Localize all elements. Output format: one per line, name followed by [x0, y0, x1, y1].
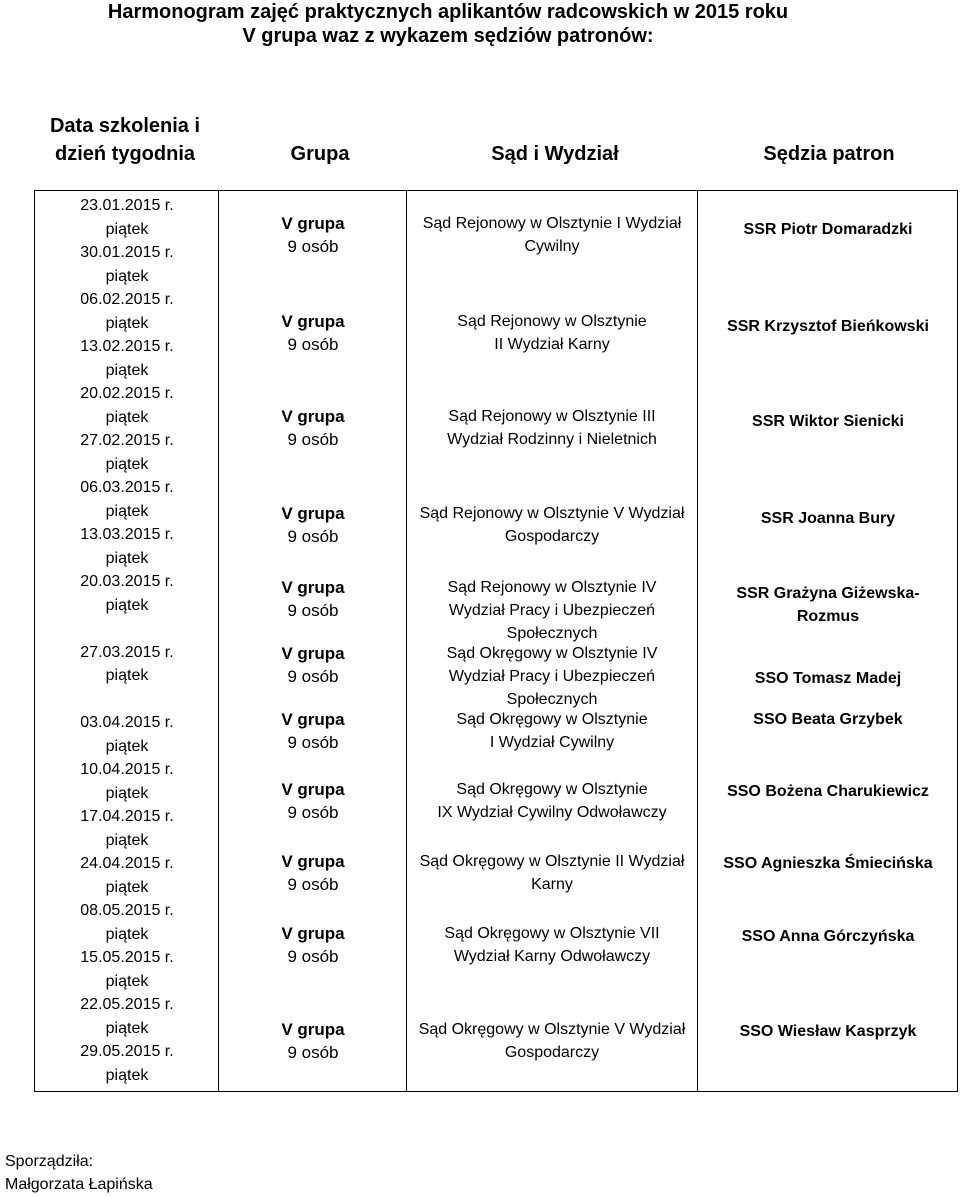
court-line: Sąd Rejonowy w Olsztynie IV [447, 579, 657, 596]
judge-name: SSR Grażyna Giżewska- [736, 585, 920, 602]
weekday-label: piątek [105, 972, 149, 990]
court-line: Sąd Okręgowy w Olsztynie V Wydział [418, 1021, 686, 1038]
spacer [36, 617, 218, 641]
judge-name: SSO Beata Grzybek [753, 711, 903, 728]
judge-cell [699, 925, 957, 948]
weekday-label: piątek [105, 408, 149, 426]
court-line: II Wydział Karny [494, 336, 610, 353]
judge-name: SSR Joanna Bury [760, 510, 896, 527]
group-cell [220, 642, 406, 688]
weekday-label: piątek [105, 502, 149, 520]
group-name: V grupa [281, 780, 345, 799]
court-cell [408, 502, 696, 548]
court-line: Karny [531, 876, 573, 893]
court-line: Sąd Rejonowy w Olsztynie [457, 313, 647, 330]
header-date [20, 112, 230, 168]
court-cell [408, 1018, 696, 1064]
group-name: V grupa [281, 710, 345, 729]
group-name: V grupa [281, 644, 345, 663]
date-label: 22.05.2015 r. [80, 996, 174, 1013]
weekday-label: piątek [105, 314, 149, 332]
group-name: V grupa [281, 504, 345, 523]
date-label: 20.03.2015 r. [80, 573, 174, 590]
group-name: V grupa [281, 852, 345, 871]
court-line: Wydział Pracy i Ubezpieczeń [448, 602, 656, 619]
spacer [36, 688, 218, 712]
group-name: V grupa [281, 1020, 345, 1039]
group-name: V grupa [281, 924, 345, 943]
judge-cell [699, 410, 957, 433]
weekday-label: piątek [105, 831, 149, 849]
date-label: 13.03.2015 r. [80, 526, 174, 543]
column-divider [697, 190, 698, 1092]
footer-label: Sporządziła: [5, 1153, 94, 1170]
court-line: Sąd Rejonowy w Olsztynie V Wydział [419, 505, 685, 522]
court-cell [408, 922, 696, 968]
date-label: 23.01.2015 r. [80, 197, 174, 214]
judge-name: SSO Wiesław Kasprzyk [739, 1023, 917, 1040]
date-label: 03.04.2015 r. [80, 714, 174, 731]
court-line: Wydział Pracy i Ubezpieczeń [448, 668, 656, 685]
court-line: Sąd Okręgowy w Olsztynie II Wydział [419, 853, 685, 870]
court-line: Sąd Okręgowy w Olsztynie [456, 781, 648, 798]
group-size: 9 osób [287, 601, 339, 620]
court-line: Wydział Rodzinny i Nieletnich [447, 431, 657, 448]
group-size: 9 osób [287, 1043, 339, 1062]
judge-cell [699, 582, 957, 628]
judge-name: SSO Tomasz Madej [754, 670, 902, 687]
court-line: Społecznych [506, 691, 598, 708]
group-name: V grupa [281, 312, 345, 331]
header-court: Sąd i Wydział [491, 143, 619, 165]
group-name: V grupa [281, 578, 345, 597]
weekday-label: piątek [105, 925, 149, 943]
header-date-line-1: Data szkolenia i [49, 115, 201, 137]
judge-cell [699, 708, 957, 731]
weekday-label: piątek [105, 361, 149, 379]
judge-name: SSR Wiktor Sienicki [752, 413, 904, 430]
column-divider [406, 190, 407, 1092]
judge-cell [699, 315, 957, 338]
footer [5, 1150, 153, 1196]
date-label: 27.03.2015 r. [80, 643, 174, 661]
court-cell [408, 576, 696, 645]
document-title-line-1: Harmonogram zajęć praktycznych aplikantów radcowskich w 2015 roku [107, 1, 789, 23]
weekday-label: piątek [105, 220, 149, 238]
header-judge: Sędzia patron [763, 143, 895, 165]
group-cell [220, 576, 406, 622]
court-cell [408, 778, 696, 824]
judge-name: SSO Bożena Charukiewicz [727, 783, 929, 800]
date-label: 20.02.2015 r. [80, 385, 174, 402]
group-cell [220, 922, 406, 968]
judge-cell [699, 507, 957, 530]
group-name: V grupa [281, 214, 345, 233]
court-cell [408, 850, 696, 896]
group-cell [220, 212, 406, 258]
judge-cell [699, 1020, 957, 1043]
weekday-label: piątek [105, 455, 149, 473]
group-cell [220, 778, 406, 824]
date-label: 08.05.2015 r. [80, 902, 174, 919]
date-label: 13.02.2015 r. [80, 338, 174, 355]
group-cell [220, 708, 406, 754]
court-line: Cywilny [524, 238, 580, 255]
group-name: V grupa [281, 407, 345, 426]
court-cell [408, 212, 696, 258]
header-group: Grupa [290, 143, 350, 165]
group-size: 9 osób [287, 430, 339, 449]
court-line: Społecznych [506, 625, 598, 642]
group-size: 9 osób [287, 335, 339, 354]
footer-author: Małgorzata Łapińska [5, 1176, 153, 1193]
date-label: 27.02.2015 r. [80, 432, 174, 449]
court-cell [408, 708, 696, 754]
weekday-label: piątek [105, 267, 149, 285]
group-cell [220, 405, 406, 451]
column-divider [218, 190, 219, 1092]
group-size: 9 osób [287, 527, 339, 546]
weekday-label: piątek [105, 667, 149, 684]
judge-name: SSO Agnieszka Śmiecińska [723, 855, 933, 872]
date-label: 06.02.2015 r. [80, 291, 174, 308]
group-cell [220, 850, 406, 896]
court-line: IX Wydział Cywilny Odwoławczy [437, 804, 667, 821]
weekday-label: piątek [105, 784, 149, 802]
group-size: 9 osób [287, 733, 339, 752]
court-line: Gospodarczy [504, 528, 600, 545]
date-label: 24.04.2015 r. [80, 855, 174, 872]
weekday-label: piątek [105, 878, 149, 896]
weekday-label: piątek [105, 549, 149, 567]
group-cell [220, 502, 406, 548]
judge-name: SSR Piotr Domaradzki [743, 221, 913, 238]
weekday-label: piątek [105, 1019, 149, 1037]
weekday-label: piątek [105, 1066, 149, 1084]
court-line: Sąd Rejonowy w Olsztynie I Wydział [422, 215, 682, 232]
document-title-line-2: V grupa waz z wykazem sędziów patronów: [242, 25, 654, 47]
group-size: 9 osób [287, 875, 339, 894]
dates-column [36, 194, 218, 1087]
judge-name: SSR Krzysztof Bieńkowski [727, 318, 929, 335]
court-cell [408, 310, 696, 356]
date-label: 29.05.2015 r. [80, 1043, 174, 1060]
group-size: 9 osób [287, 803, 339, 822]
court-line: Gospodarczy [504, 1044, 600, 1061]
court-line: Sąd Okręgowy w Olsztynie [456, 711, 648, 728]
judge-cell [699, 852, 957, 875]
group-cell [220, 1018, 406, 1064]
date-label: 15.05.2015 r. [80, 949, 174, 966]
court-line: Sąd Okręgowy w Olsztynie VII [444, 925, 660, 942]
header-date-line-2: dzień tygodnia [55, 143, 195, 165]
court-line: Sąd Rejonowy w Olsztynie III [448, 408, 656, 425]
court-line: I Wydział Cywilny [489, 734, 615, 751]
date-label: 10.04.2015 r. [80, 761, 174, 778]
group-size: 9 osób [287, 237, 339, 256]
court-line: Sąd Okręgowy w Olsztynie IV [446, 645, 658, 662]
group-cell [220, 310, 406, 356]
court-cell [408, 642, 696, 711]
group-size: 9 osób [287, 667, 339, 686]
judge-cell [699, 667, 957, 690]
date-label: 30.01.2015 r. [80, 244, 174, 261]
judge-cell [699, 780, 957, 803]
weekday-label: piątek [105, 737, 149, 755]
group-size: 9 osób [287, 947, 339, 966]
weekday-label: piątek [105, 596, 149, 614]
date-label: 17.04.2015 r. [80, 808, 174, 825]
date-label: 06.03.2015 r. [80, 479, 174, 496]
court-line: Wydział Karny Odwoławczy [453, 948, 651, 965]
judge-name: SSO Anna Górczyńska [741, 928, 915, 945]
judge-cell [699, 218, 957, 241]
court-cell [408, 405, 696, 451]
judge-name: Rozmus [796, 608, 860, 625]
